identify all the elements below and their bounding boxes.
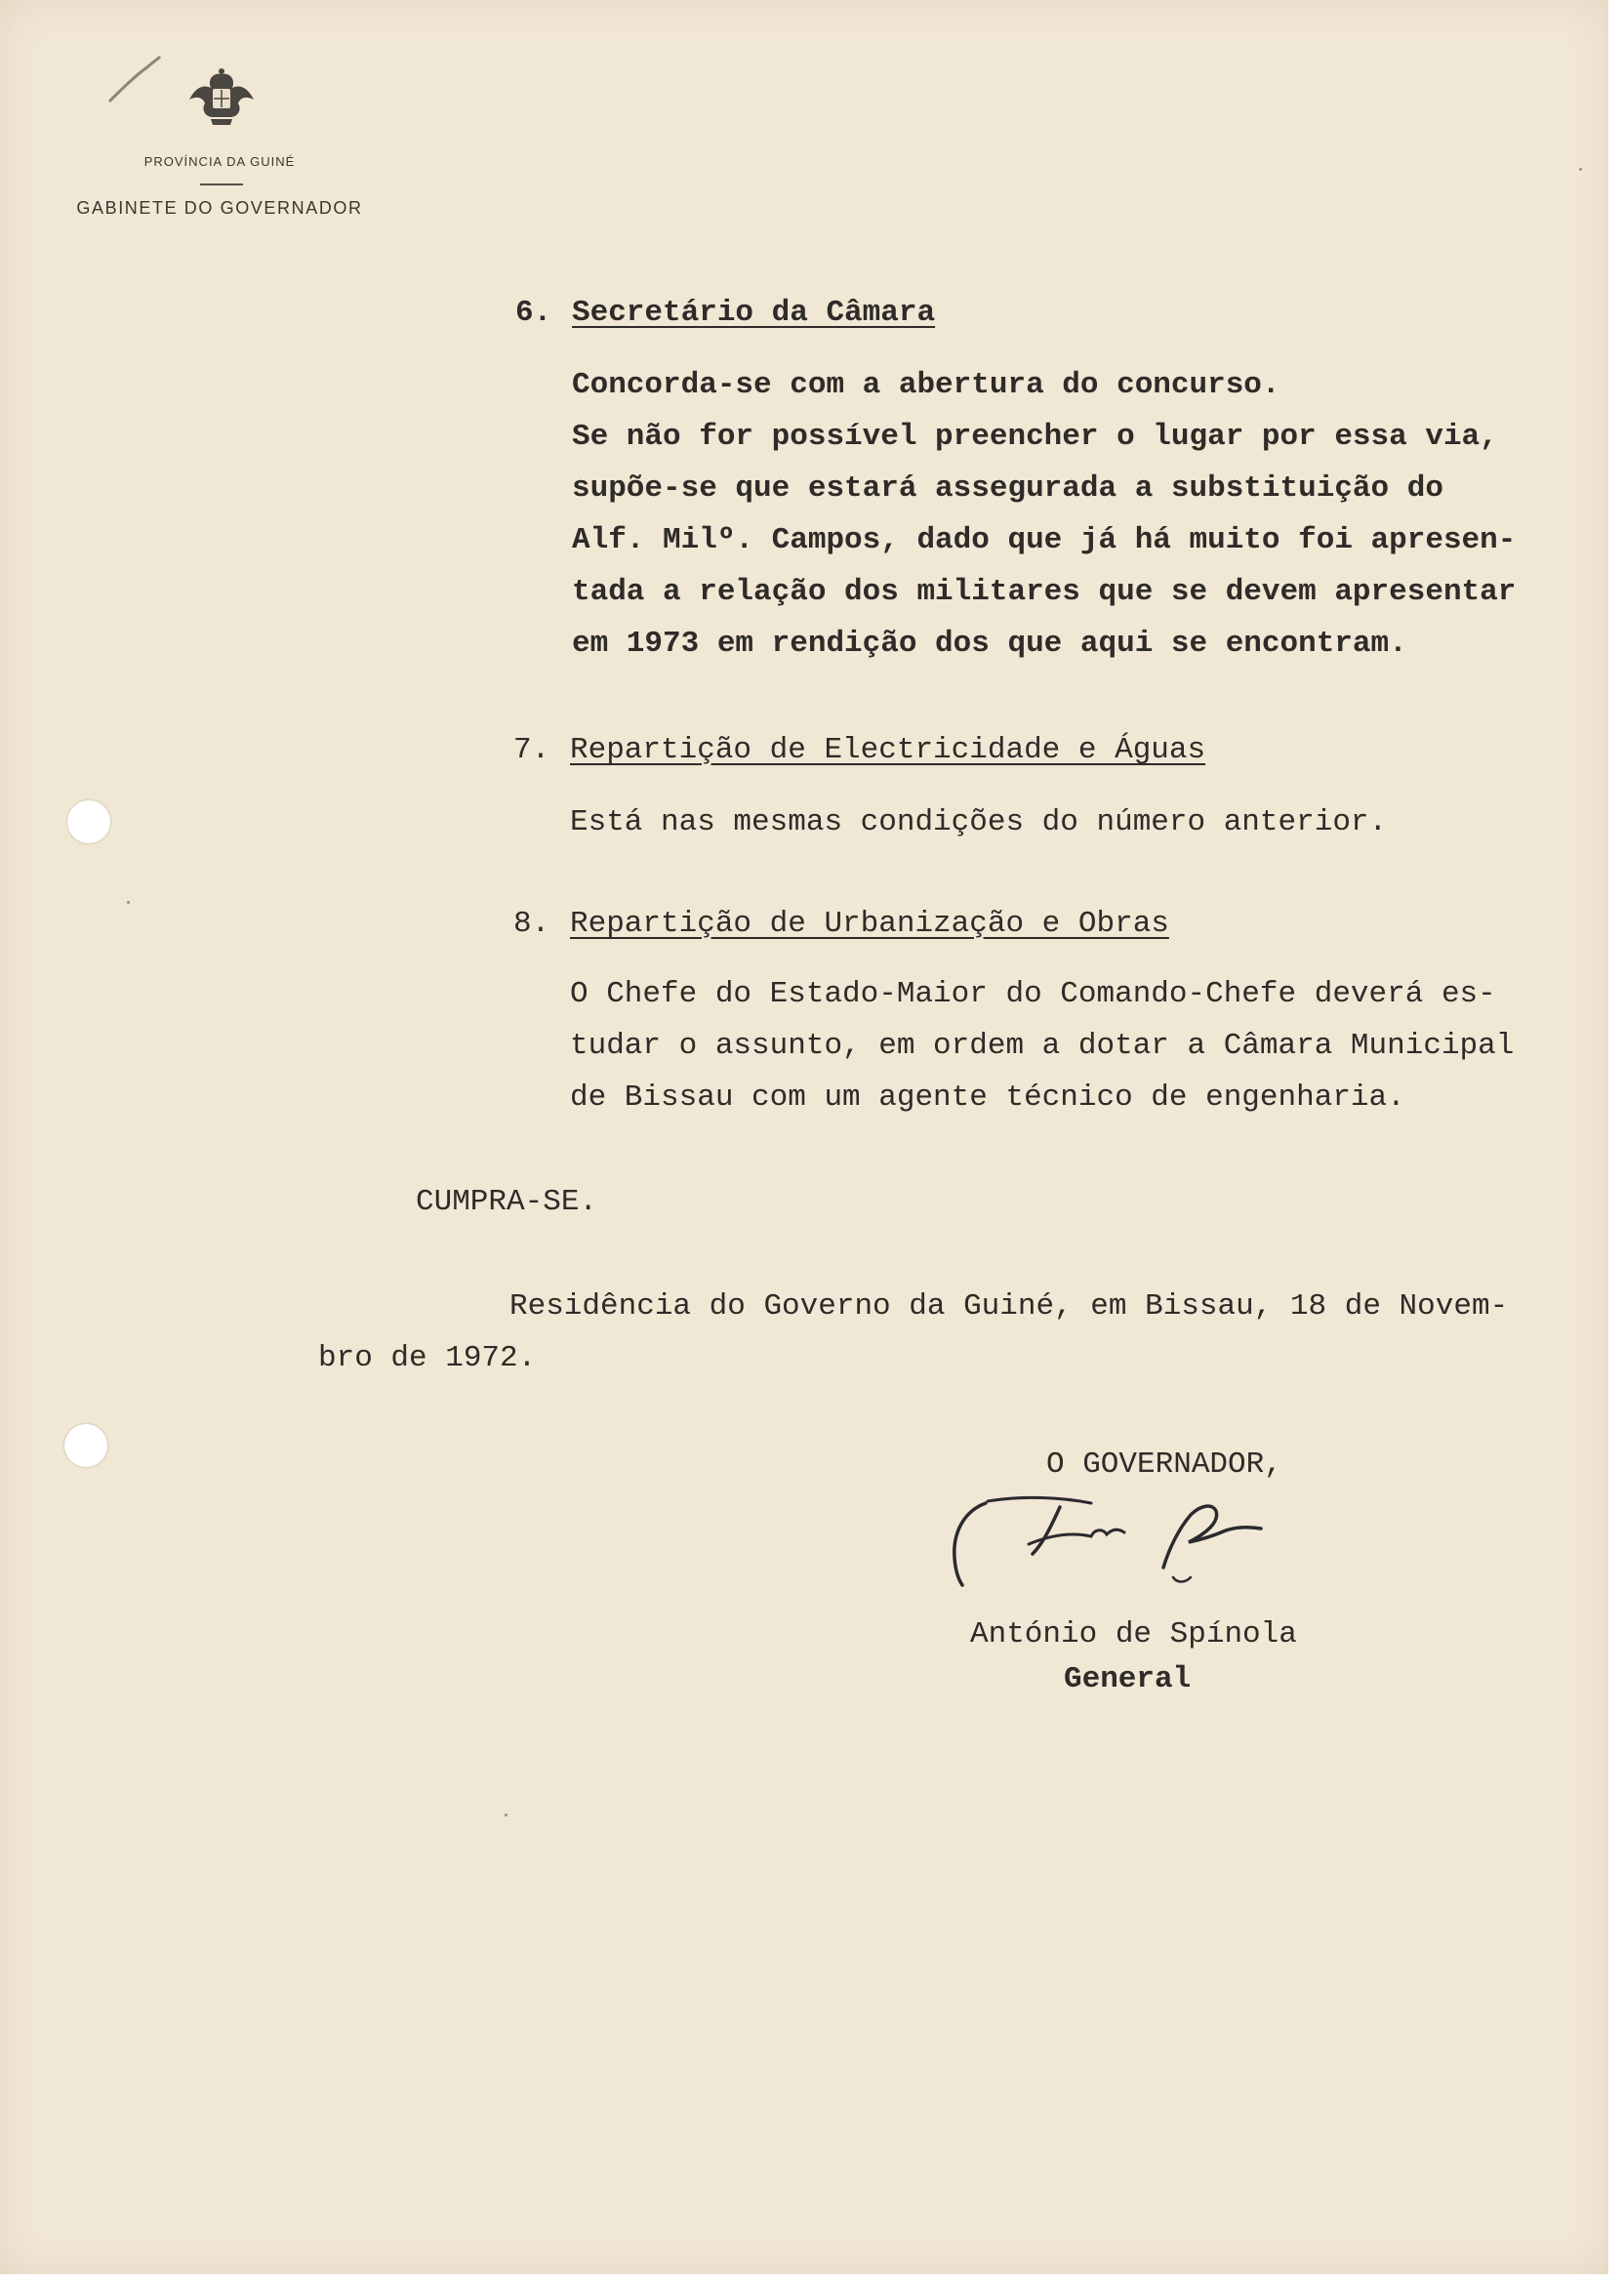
- closing-order: CUMPRA-SE.: [416, 1185, 598, 1219]
- item-8-line-3: de Bissau com um agente técnico de engenharia.: [570, 1081, 1405, 1115]
- paper-mark: [105, 47, 164, 105]
- item-7-heading: Repartição de Electricidade e Águas: [570, 733, 1206, 767]
- punch-hole-lower: [64, 1424, 107, 1467]
- letterhead-divider: [200, 184, 243, 185]
- item-8-heading: Repartição de Urbanização e Obras: [570, 907, 1169, 941]
- coat-of-arms-icon: [182, 66, 262, 131]
- item-6-line-6: em 1973 em rendição dos que aqui se encontram.: [572, 627, 1407, 661]
- signatory-name: António de Spínola: [970, 1617, 1297, 1652]
- paper-speck: [505, 1814, 508, 1816]
- item-6-heading: Secretário da Câmara: [572, 296, 936, 330]
- signatory-title: O GOVERNADOR,: [1046, 1448, 1282, 1482]
- paper-speck: [127, 901, 130, 904]
- item-8-line-2: tudar o assunto, em ordem a dotar a Câmara Municipal: [570, 1029, 1515, 1063]
- item-6-line-4: Alf. Milº. Campos, dado que já há muito foi apresen-: [572, 523, 1517, 557]
- item-8-number: 8.: [513, 907, 550, 941]
- handwritten-signature: [945, 1489, 1306, 1597]
- item-7-number: 7.: [513, 733, 550, 767]
- item-6-number: 6.: [515, 296, 552, 330]
- item-6-line-3: supõe-se que estará assegurada a substituição do: [572, 471, 1443, 506]
- paper-speck: [1579, 168, 1582, 171]
- item-8-line-1: O Chefe do Estado-Maior do Comando-Chefe deverá es-: [570, 977, 1496, 1011]
- item-6-line-5: tada a relação dos militares que se devem apresentar: [572, 575, 1517, 609]
- page-right-margin: [1608, 0, 1624, 2284]
- signatory-rank: General: [1064, 1662, 1192, 1696]
- item-7-line-1: Está nas mesmas condições do número anterior.: [570, 805, 1388, 839]
- item-6-line-2: Se não for possível preencher o lugar por essa via,: [572, 420, 1498, 454]
- letterhead-office: GABINETE DO GOVERNADOR: [76, 198, 363, 218]
- item-6-line-1: Concorda-se com a abertura do concurso.: [572, 368, 1280, 402]
- punch-hole-upper: [67, 800, 110, 843]
- place-date-line-2: bro de 1972.: [318, 1341, 537, 1375]
- place-date-line-1: Residência do Governo da Guiné, em Bissau, 18 de Novem-: [509, 1289, 1509, 1324]
- letterhead-province: PROVÍNCIA DA GUINÉ: [143, 154, 296, 169]
- page-bottom-margin: [0, 2274, 1624, 2284]
